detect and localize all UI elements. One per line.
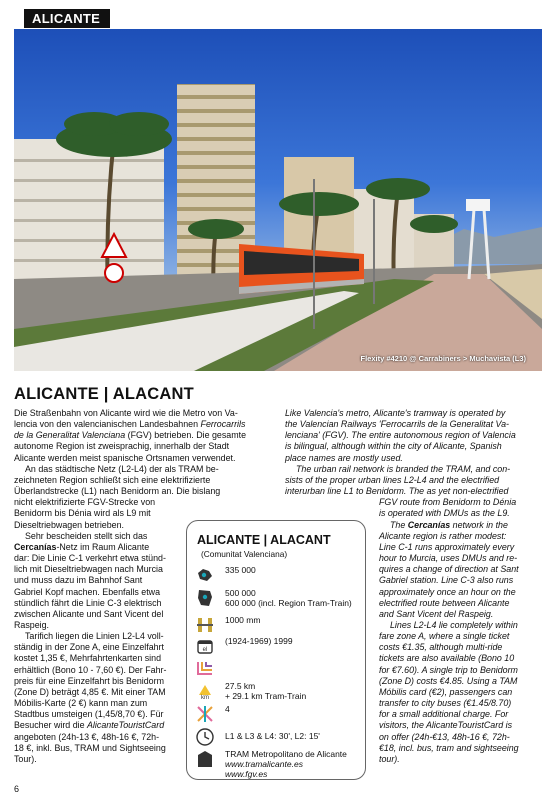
network-map-icon <box>195 658 215 678</box>
clock-icon <box>195 727 215 747</box>
de-paragraph-4: Tarifich liegen die Linien L2-L4 voll- ständig in der Zone A, eine Einzelfahrt kostet 1,35 €, Mehrfahrtenkarten sind erhältlich (Bono 10 - 7,60 €). Der Fahr- preis für eine Einzelfahrt bis Benidorm (Zone D) beträgt 4,85 €. Mit einer TAM Móbilis-Karte (2 €) kann man zum Stadtbus umsteigen (1,45/8,70 €). Für Besucher wird die AlicanteTouristCard angeboten (24h-13 €, 48h-16 €, 72h- 18 €, inkl. Bus, TRAM und Sightseeing Tour). <box>14 631 167 764</box>
de-paragraph-3: Sehr bescheiden stellt sich das Cercanías-Netz im Raum Alicante dar: Die Linie C-1 verkehrt etwa stünd- lich mit Dieseltriebwagen nach Murcia und muss dazu im Bahnhof Sant Gabriel Kopf machen. Ebenfalls etwa stündlich fährt die Linie C-3 elektrisch zwischen Alicante und Sant Vicent del Raspeig. <box>14 530 166 630</box>
page-number: 6 <box>14 784 20 794</box>
city-fact-box: ALICANTE | ALACANT (Comunitat Valenciana) 335 000 500 000 600 000 (incl. Region Tram-Train) 1000 mm el (1924-1969) 1999 km 27.5 km + 29.1 km Tram-Train 4 L1 & L3 & L4: 30', L2: 15' TRAM Metropolitano de Alicante www.tramalicante.es www.fgv.es <box>186 520 366 780</box>
rail-gauge-icon <box>195 615 215 635</box>
svg-text:km: km <box>201 695 209 701</box>
operator-building-icon <box>195 749 215 769</box>
photo-illustration <box>14 29 542 371</box>
en-paragraph-2: The urban rail network is branded the TRAM, and con- sists of the proper urban lines L2-L4 and the electrified interurban line L1 to Benidorm. The as yet non-electrified <box>285 463 511 497</box>
fact-box-subtitle: (Comunitat Valenciana) <box>201 549 288 559</box>
de-narrow-block: nicht elektrifizierte FGV-Strecke von Benidorm bis Dénia wird als L9 mit Dieseltriebwagen betrieben. Sehr bescheiden stellt sich das Cercanías-Netz im Raum Alicante dar: Die Linie C-1 verkehrt etwa stünd- lich mit Dieseltriebwagen nach Murcia und muss dazu im Bahnhof Sant Gabriel Kopf machen. Ebenfalls etwa stündlich fährt die Linie C-3 elektrisch zwischen Alicante und Sant Vicent del Raspeig. Tarifich liegen die Linien L2-L4 voll- ständig in der Zone A, eine Einzelfahrt kostet 1,35 €, Mehrfahrtenkarten sind erhältlich (Bono 10 - 7,60 €). Der Fahr- preis für eine Einzelfahrt bis Benidorm (Zone D) beträgt 4,85 €. Mit einer TAM Móbilis-Karte (2 €) kann man zum Stadtbus umsteigen (1,45/8,70 €). Für Besucher wird die AlicanteTouristCard angeboten (24h-13 €, 48h-16 €, 72h- 18 €, inkl. Bus, TRAM und Sightseeing Tour). <box>14 497 186 765</box>
fact-box-title: ALICANTE | ALACANT <box>197 533 331 547</box>
section-tag: ALICANTE <box>24 9 110 28</box>
en-paragraph-1: Like Valencia's metro, Alicante's tramway is operated by the Valencian Railways 'Ferrocarrils de la Generalitat Va- lenciana' (FGV). The entire autonomous region of Valencia is bilingual, although within the city of Alicante, Spanish place names are mostly used. <box>285 408 516 463</box>
cover-photo <box>14 29 542 371</box>
de-paragraph-2: An das städtische Netz (L2-L4) der als TRAM be- zeichneten Region schließt sich eine elektrifizierte Überlandstrecke (L1) nach Benidorm an. Die bislang <box>14 463 221 497</box>
city-map-icon <box>195 565 215 585</box>
region-map-icon <box>195 588 215 608</box>
article-title: ALICANTE | ALACANT <box>14 385 194 403</box>
km-icon <box>195 681 215 701</box>
de-paragraph-1: Die Straßenbahn von Alicante wird wie die Metro von Va- lencia von den valencianischen Landesbahnen Ferrocarrils de la Generalitat Valenciana (FGV) betrieben. Die gesamte autonome Region ist zweisprachig, innerhalb der Stadt Alicante werden meist spanische Ortsnamen verwendet. <box>14 408 247 463</box>
en-paragraph-3: The Cercanías network in the Alicante region is rather modest: Line C-1 runs approximately every hour to Murcia, uses DMUs and re- quires a change of direction at Sant Gabriel station. Line C-3 also runs approximately once an hour on the electrified route between Alicante and Sant Vicent del Raspeig. <box>379 519 519 619</box>
svg-text:el: el <box>202 647 208 653</box>
en-narrow-block: FGV route from Benidorm to Dénia is operated with DMUs as the L9. The Cercanías network in the Alicante region is rather modest: Line C-1 runs approximately every hour to Murcia, uses DMUs and re- quires a change of direction at Sant Gabriel station. Line C-3 also runs approximately once an hour on the electrified route between Alicante and Sant Vicent del Raspeig. Lines L2-L4 lie completely within fare zone A, where a single ticket costs €1.35, although multi-ride tickets are also available (Bono 10 for €7.60). A single trip to Benidorm (Zone D) costs €4.85. Using a TAM Móbilis card (€2), passengers can transfer to city buses (€1.45/8.70) for a small additional charge. For visitors, the AlicanteTouristCard is on offer (24h-€13, 48h-16 €, 72h- €18, incl. bus, tram and sightseeing tour). <box>379 497 540 765</box>
calendar-icon <box>195 636 215 656</box>
en-paragraph-4: Lines L2-L4 lie completely within fare zone A, where a single ticket costs €1.35, although multi-ride tickets are also available (Bono 10 for €7.60). A single trip to Benidorm (Zone D) costs €4.85. Using a TAM Móbilis card (€2), passengers can transfer to city buses (€1.45/8.70) for a small additional charge. For visitors, the AlicanteTouristCard is on offer (24h-€13, 48h-16 €, 72h- €18, incl. bus, tram and sightseeing tour). <box>379 619 519 764</box>
line-count-icon <box>195 704 215 724</box>
photo-caption: Flexity #4210 @ Carrabiners > Muchavista (L3) <box>360 354 526 363</box>
